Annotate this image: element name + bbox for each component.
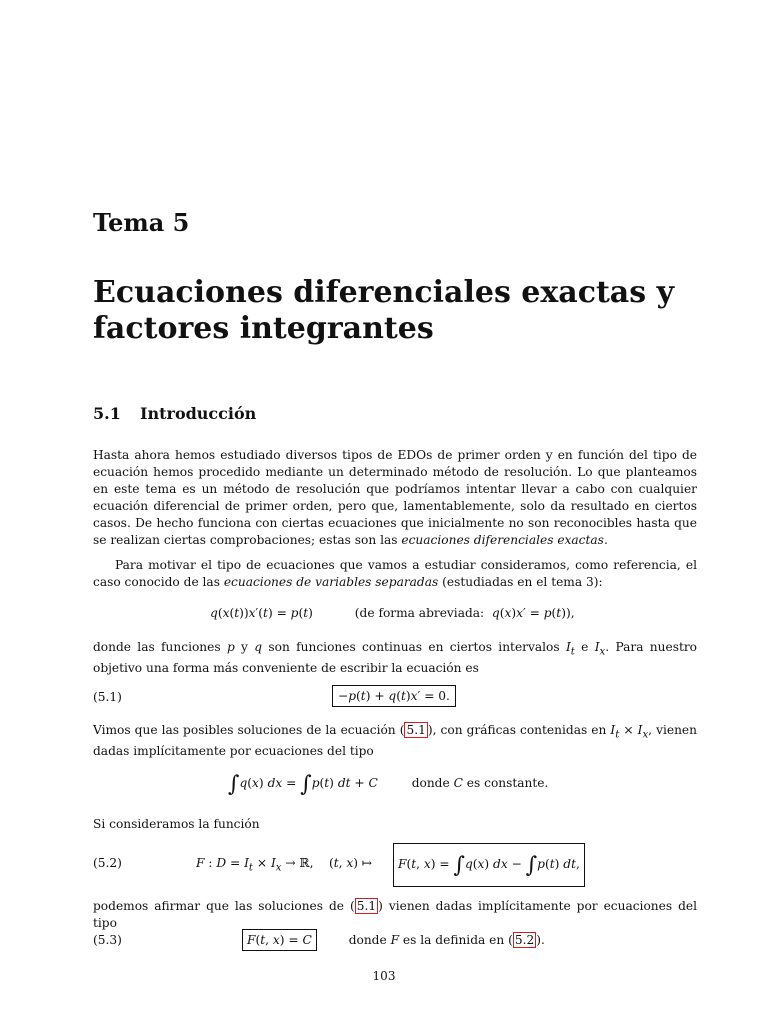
equation-integral: ∫q(x) dx = ∫p(t) dt + C donde C es constante. <box>228 772 549 797</box>
paragraph-function: Si consideramos la función <box>93 817 260 831</box>
paragraph-text: podemos afirmar que las soluciones de <box>93 899 350 913</box>
equation-ref-5-1[interactable]: 5.1 <box>356 899 377 913</box>
equation-number-5-3: (5.3) <box>93 933 122 947</box>
page-number: 103 <box>372 969 396 983</box>
equation-number-5-1: (5.1) <box>93 690 122 704</box>
paragraph-text: (estudiadas en el tema 3): <box>438 575 603 589</box>
equation-note: donde <box>411 776 454 790</box>
emphasis-text: ecuaciones de variables separadas <box>223 575 439 589</box>
paragraph-text: , con gráficas contenidas en <box>432 723 611 737</box>
paragraph-text: y <box>234 640 255 654</box>
equation-number-5-2: (5.2) <box>93 856 122 870</box>
paragraph-text: e <box>574 640 595 654</box>
paragraph-text: . Para nuestro objetivo una forma más conveniente de escribir la ecuación es <box>93 640 698 676</box>
paragraph-intro <box>93 447 697 549</box>
paragraph-text: vienen dadas implícitamente por ecuaciones del tipo <box>93 899 697 930</box>
paragraph-text: , vienen dadas implícitamente por ecuaciones del tipo <box>93 723 697 759</box>
equation-note: es constante. <box>462 776 549 790</box>
equation-note: donde <box>348 933 391 947</box>
equation-5-1: −p(t) + q(t)x′ = 0. <box>332 685 456 707</box>
paragraph-text: . <box>603 533 608 547</box>
chapter-title: Ecuaciones diferenciales exactas y factores integrantes <box>93 275 675 346</box>
paragraph-motivation <box>93 557 697 591</box>
chapter-number: Tema 5 <box>93 208 190 237</box>
paragraph-text: donde las funciones <box>93 640 227 654</box>
equation-separable: q(x(t))x′(t) = p(t) (de forma abreviada: q(x)x′ = p(t)), <box>210 606 575 620</box>
paragraph-text: Para motivar el tipo de ecuaciones que vamos a estudiar consideramos, como referencia, el caso conocido de las <box>93 558 697 589</box>
equation-5-3: F(t, x) = C donde F es la definida en ( 5.2 ). <box>242 929 545 951</box>
equation-note: (de forma abreviada: <box>354 606 485 620</box>
section-number: 5.1 <box>93 404 121 423</box>
equation-5-2: F(t, x) = ∫q(x) dx − ∫p(t) dt, <box>393 843 585 887</box>
paragraph-conclusion: podemos afirmar que las soluciones de ( 5.1 ) vienen dadas implícitamente por ecuaciones del tipo <box>93 899 697 930</box>
equation-ref-5-1[interactable]: 5.1 <box>406 723 426 737</box>
paragraph-functions: donde las funciones p y q son funciones continuas en ciertos intervalos $I_t$ e $I_x$. Para nuestro objetivo una forma más conveniente de escribir la ecuación es <box>93 640 698 676</box>
section-title: Introducción <box>140 404 257 423</box>
equation-ref-5-2[interactable]: 5.2 <box>514 933 535 947</box>
paragraph-text: Vimos que las posibles soluciones de la ecuación <box>93 723 400 737</box>
equation-note: es la definida en <box>399 933 509 947</box>
paragraph-solutions: Vimos que las posibles soluciones de la ecuación ( 5.1 ), con gráficas contenidas en $I_t \times I_x$, vienen dadas implícitamente por ecuaciones del tipo <box>93 723 697 759</box>
paragraph-text: Hasta ahora hemos estudiado diversos tipos de EDOs de primer orden y en función del tipo de ecuación hemos procedido mediante un determinado método de resolución. Lo que planteamos en este tema es un método de resolución que podríamos intentar llevar a cabo con cualquier ecuación diferencial de primer orden, pero que, lamentablemente, solo da resultado en ciertos casos. De hecho funciona con ciertas ecuaciones que inicialmente no son reconocibles hasta que se realizan ciertas comprobaciones; estas son las <box>93 448 697 547</box>
paragraph-text: son funciones continuas en ciertos intervalos <box>262 640 566 654</box>
emphasis-text: ecuaciones diferenciales exactas <box>401 533 604 547</box>
equation-5-2-domain: F : $D = I_t \times I_x$ → ℝ, (t, x) ↦ <box>196 856 373 874</box>
section-heading <box>93 404 256 423</box>
